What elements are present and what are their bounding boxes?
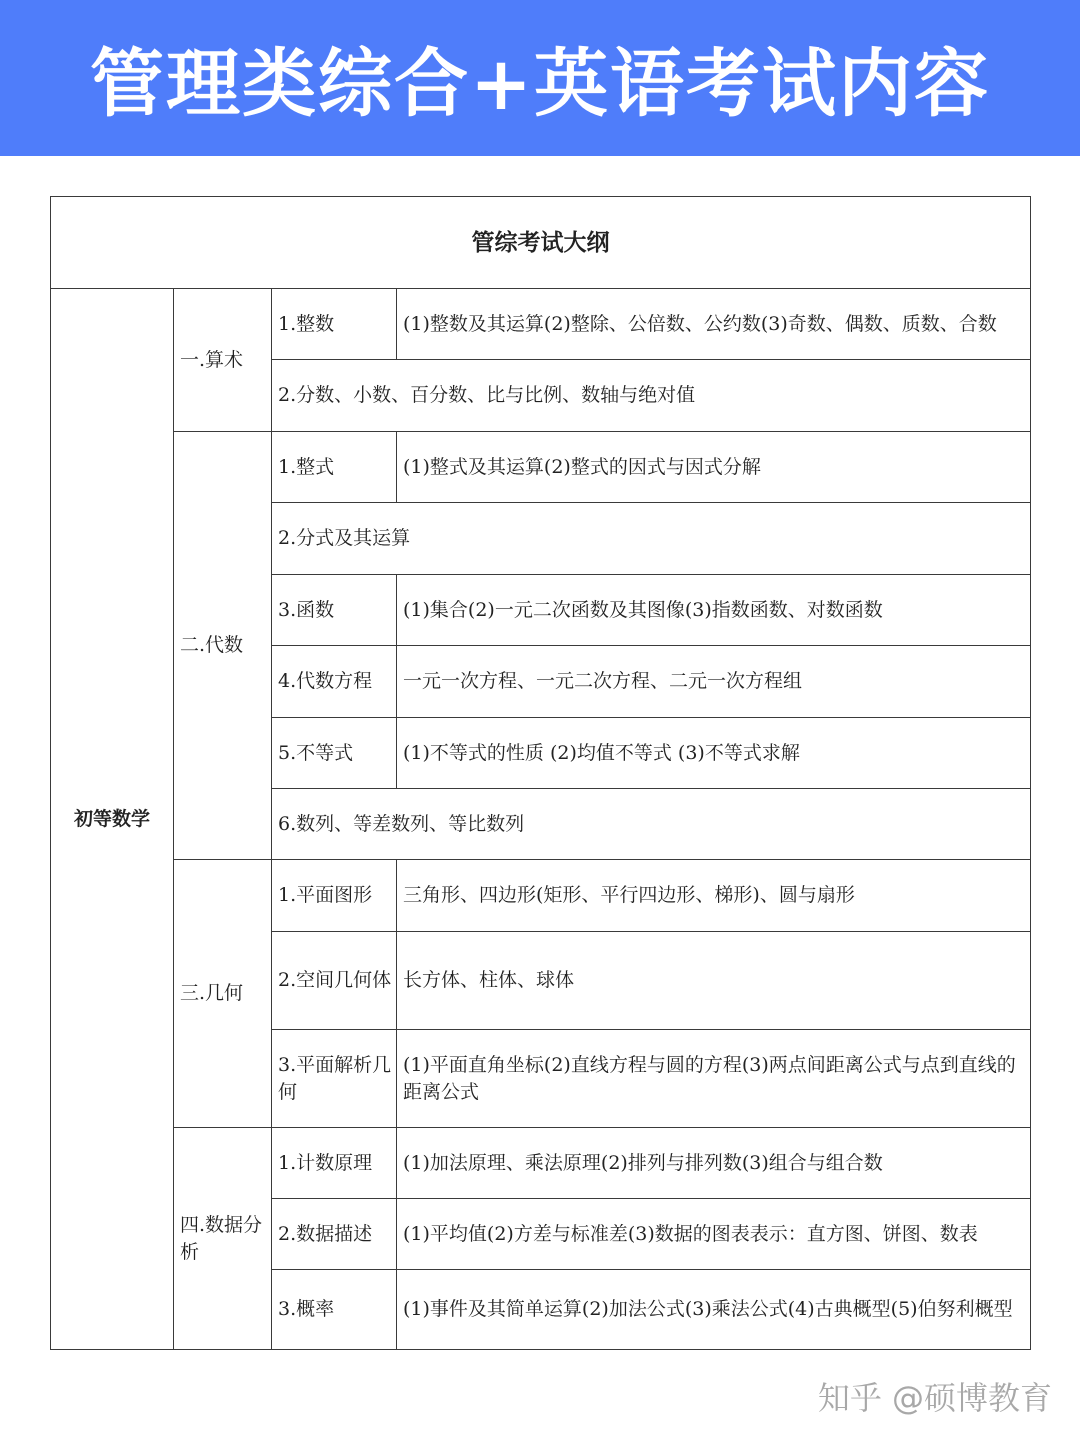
watermark-text: 知乎 @硕博教育	[817, 1379, 1052, 1417]
item-content: (1)集合(2)一元二次函数及其图像(3)指数函数、对数函数	[397, 575, 1031, 646]
item-name: 2.数据描述	[272, 1199, 397, 1270]
table-title: 管综考试大纲	[51, 197, 1031, 289]
section-name: 一.算术	[174, 289, 272, 432]
table-header-row	[51, 197, 1031, 289]
item-name: 6.数列、等差数列、等比数列	[272, 789, 1031, 860]
item-name: 3.概率	[272, 1270, 397, 1350]
table-row	[51, 289, 1031, 360]
table-row	[51, 860, 1031, 932]
subject-cell: 初等数学	[51, 289, 174, 1350]
item-name: 4.代数方程	[272, 646, 397, 718]
section-name: 二.代数	[174, 432, 272, 860]
item-name: 1.平面图形	[272, 860, 397, 932]
exam-outline-table	[50, 196, 1031, 1350]
title-banner	[0, 0, 1080, 156]
item-content: (1)事件及其简单运算(2)加法公式(3)乘法公式(4)古典概型(5)伯努利概型	[397, 1270, 1031, 1350]
section-name: 三.几何	[174, 860, 272, 1128]
banner-title: 管理类综合+英语考试内容	[89, 41, 990, 127]
item-content: (1)平面直角坐标(2)直线方程与圆的方程(3)两点间距离公式与点到直线的距离公式	[397, 1030, 1031, 1128]
item-content: 长方体、柱体、球体	[397, 932, 1031, 1030]
section-name: 四.数据分析	[174, 1128, 272, 1350]
item-name: 2.分式及其运算	[272, 503, 1031, 575]
item-name: 5.不等式	[272, 718, 397, 789]
item-name: 1.计数原理	[272, 1128, 397, 1199]
item-name: 1.整数	[272, 289, 397, 360]
item-content: (1)整数及其运算(2)整除、公倍数、公约数(3)奇数、偶数、质数、合数	[397, 289, 1031, 360]
item-content: 三角形、四边形(矩形、平行四边形、梯形)、圆与扇形	[397, 860, 1031, 932]
item-name: 2.分数、小数、百分数、比与比例、数轴与绝对值	[272, 360, 1031, 432]
item-content: (1)加法原理、乘法原理(2)排列与排列数(3)组合与组合数	[397, 1128, 1031, 1199]
item-content: (1)平均值(2)方差与标准差(3)数据的图表表示：直方图、饼图、数表	[397, 1199, 1031, 1270]
item-name: 1.整式	[272, 432, 397, 503]
table-row	[51, 432, 1031, 503]
table-row	[51, 1128, 1031, 1199]
item-content: (1)不等式的性质 (2)均值不等式 (3)不等式求解	[397, 718, 1031, 789]
item-content: (1)整式及其运算(2)整式的因式与因式分解	[397, 432, 1031, 503]
item-name: 2.空间几何体	[272, 932, 397, 1030]
item-name: 3.函数	[272, 575, 397, 646]
item-name: 3.平面解析几何	[272, 1030, 397, 1128]
item-content: 一元一次方程、一元二次方程、二元一次方程组	[397, 646, 1031, 718]
